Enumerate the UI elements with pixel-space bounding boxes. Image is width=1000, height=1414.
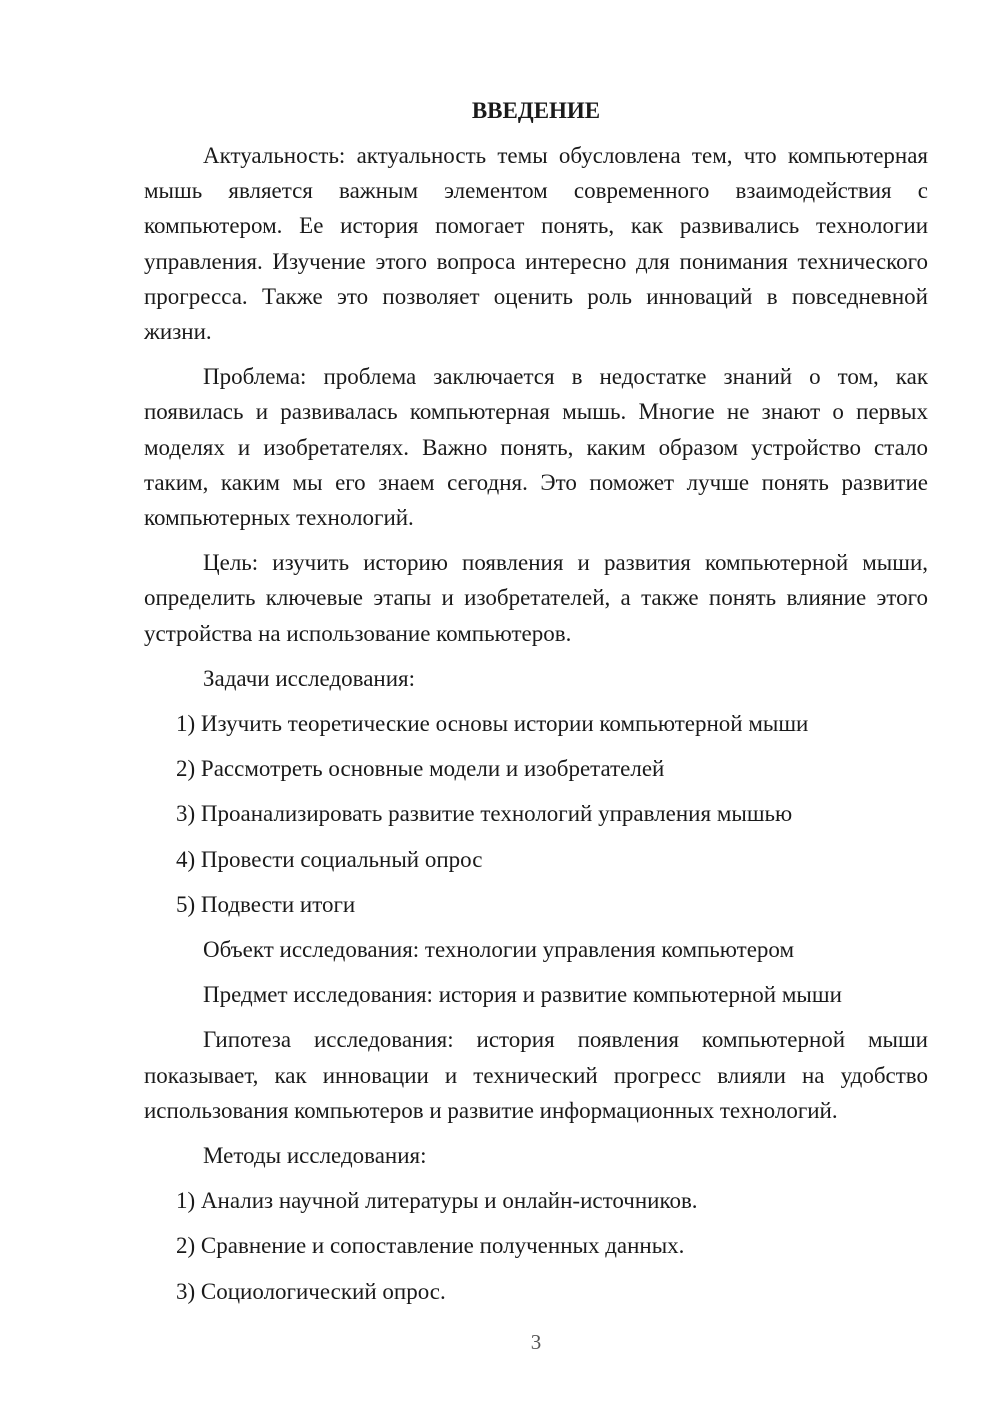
document-body xyxy=(144,96,928,1319)
task-item: 1) Изучить теоретические основы истории компьютерной мыши xyxy=(176,711,809,737)
method-item: 1) Анализ научной литературы и онлайн-источников. xyxy=(176,1188,698,1214)
methods-list xyxy=(144,1183,928,1309)
object-paragraph: Объект исследования: технологии управления компьютером xyxy=(203,937,795,963)
method-item: 3) Социологический опрос. xyxy=(176,1278,446,1304)
problem-paragraph: Проблема: проблема заключается в недостатке знаний о том, как появилась и развивалась компьютерная мышь. Многие не знают о первых моделях и изобретателях. Важно понять, каким образом устройство стало таким, каким мы его знаем сегодня. Это поможет лучше понять развитие компьютерных технологий. xyxy=(144,364,928,531)
section-title: ВВЕДЕНИЕ xyxy=(471,98,601,123)
tasks-list xyxy=(144,706,928,922)
relevance-paragraph: Актуальность: актуальность темы обусловлена тем, что компьютерная мышь является важным элементом современного взаимодействия с компьютером. Ее история помогает понять, как развивались технологии управления. Изучение этого вопроса интересно для понимания технического прогресса. Также это позволяет оценить роль инноваций в повседневной жизни. xyxy=(144,143,928,345)
task-item: 4) Провести социальный опрос xyxy=(176,846,483,872)
methods-heading: Методы исследования: xyxy=(203,1143,427,1169)
task-item: 5) Подвести итоги xyxy=(176,891,356,917)
goal-paragraph: Цель: изучить историю появления и развития компьютерной мыши, определить ключевые этапы и изобретателей, а также понять влияние этого устройства на использование компьютеров. xyxy=(144,550,928,646)
subject-paragraph: Предмет исследования: история и развитие компьютерной мыши xyxy=(203,982,842,1008)
page-number: 3 xyxy=(530,1330,542,1354)
hypothesis-paragraph: Гипотеза исследования: история появления компьютерной мыши показывает, как инновации и технический прогресс влияли на удобство использования компьютеров и развитие информационных технологий. xyxy=(144,1027,928,1123)
task-item: 2) Рассмотреть основные модели и изобретателей xyxy=(176,756,665,782)
method-item: 2) Сравнение и сопоставление полученных данных. xyxy=(176,1233,685,1259)
task-item: 3) Проанализировать развитие технологий управления мышью xyxy=(176,801,793,827)
tasks-heading: Задачи исследования: xyxy=(203,665,416,691)
